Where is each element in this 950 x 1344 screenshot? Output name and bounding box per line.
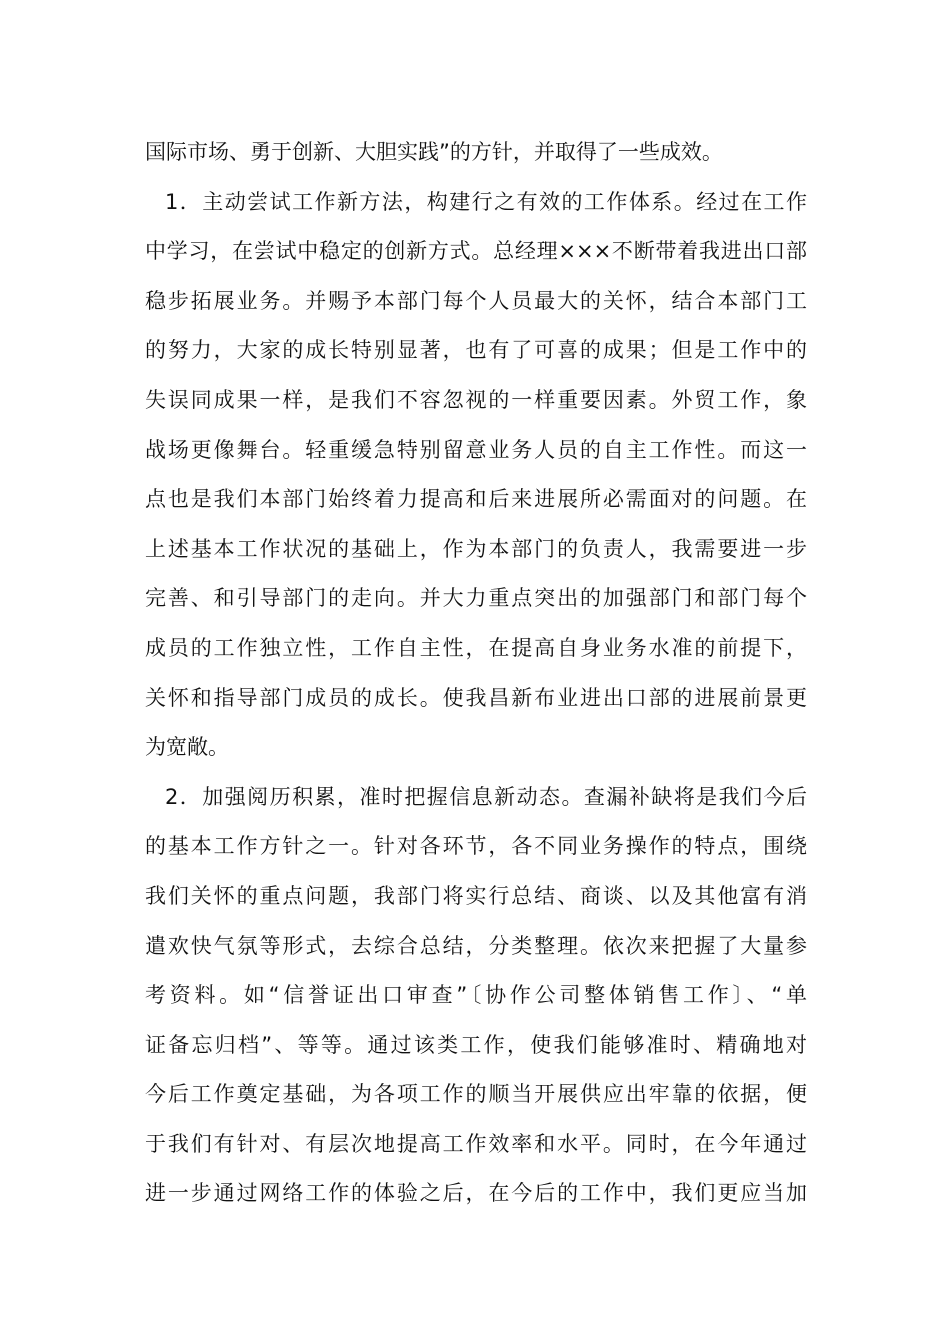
text-line: 成员的工作独立性，工作自主性，在提高自身业务水准的前提下，: [145, 635, 807, 660]
text-line: 考资料。如“信誉证出口审查”〔协作公司整体销售工作〕、“单: [145, 983, 807, 1008]
text-line: 于我们有针对、有层次地提高工作效率和水平。同时，在今年通过: [145, 1131, 807, 1156]
text-line: 国际市场、勇于创新、大胆实践”的方针，并取得了一些成效。: [145, 140, 723, 164]
text-line: 中学习，在尝试中稳定的创新方式。总经理×××不断带着我进出口部: [145, 239, 807, 264]
text-line: 上述基本工作状况的基础上，作为本部门的负责人，我需要进一步: [145, 536, 807, 561]
text-line: 关怀和指导部门成员的成长。使我昌新布业进出口部的进展前景更: [145, 685, 807, 710]
text-line: 进一步通过网络工作的体验之后，在今后的工作中，我们更应当加: [145, 1181, 807, 1206]
text-line: 今后工作奠定基础，为各项工作的顺当开展供应出牢靠的依据，便: [145, 1082, 807, 1107]
text-line: 的基本工作方针之一。针对各环节，各不同业务操作的特点，围绕: [145, 834, 807, 859]
text-line: 我们关怀的重点问题，我部门将实行总结、商谈、以及其他富有消: [145, 883, 807, 908]
paragraph-2-first-line: 2．加强阅历积累，准时把握信息新动态。查漏补缺将是我们今后: [165, 784, 807, 809]
text-line: 遣欢快气氛等形式，去综合总结，分类整理。依次来把握了大量参: [145, 933, 807, 958]
paragraph-1-first-line: 1．主动尝试工作新方法，构建行之有效的工作体系。经过在工作: [165, 189, 807, 214]
text-line: 证备忘归档”、等等。通过该类工作，使我们能够准时、精确地对: [145, 1032, 807, 1057]
text-line: 稳步拓展业务。并赐予本部门每个人员最大的关怀，结合本部门工: [145, 288, 807, 313]
text-line: 点也是我们本部门始终着力提高和后来进展所必需面对的问题。在: [145, 487, 807, 512]
text-line: 完善、和引导部门的走向。并大力重点突出的加强部门和部门每个: [145, 586, 807, 611]
text-line: 战场更像舞台。轻重缓急特别留意业务人员的自主工作性。而这一: [145, 437, 807, 462]
text-line: 为宽敞。: [145, 735, 229, 760]
body-text: [145, 128, 807, 1219]
text-line: 的努力，大家的成长特别显著，也有了可喜的成果；但是工作中的: [145, 338, 807, 363]
text-line: 失误同成果一样，是我们不容忽视的一样重要因素。外贸工作，象: [145, 387, 807, 412]
